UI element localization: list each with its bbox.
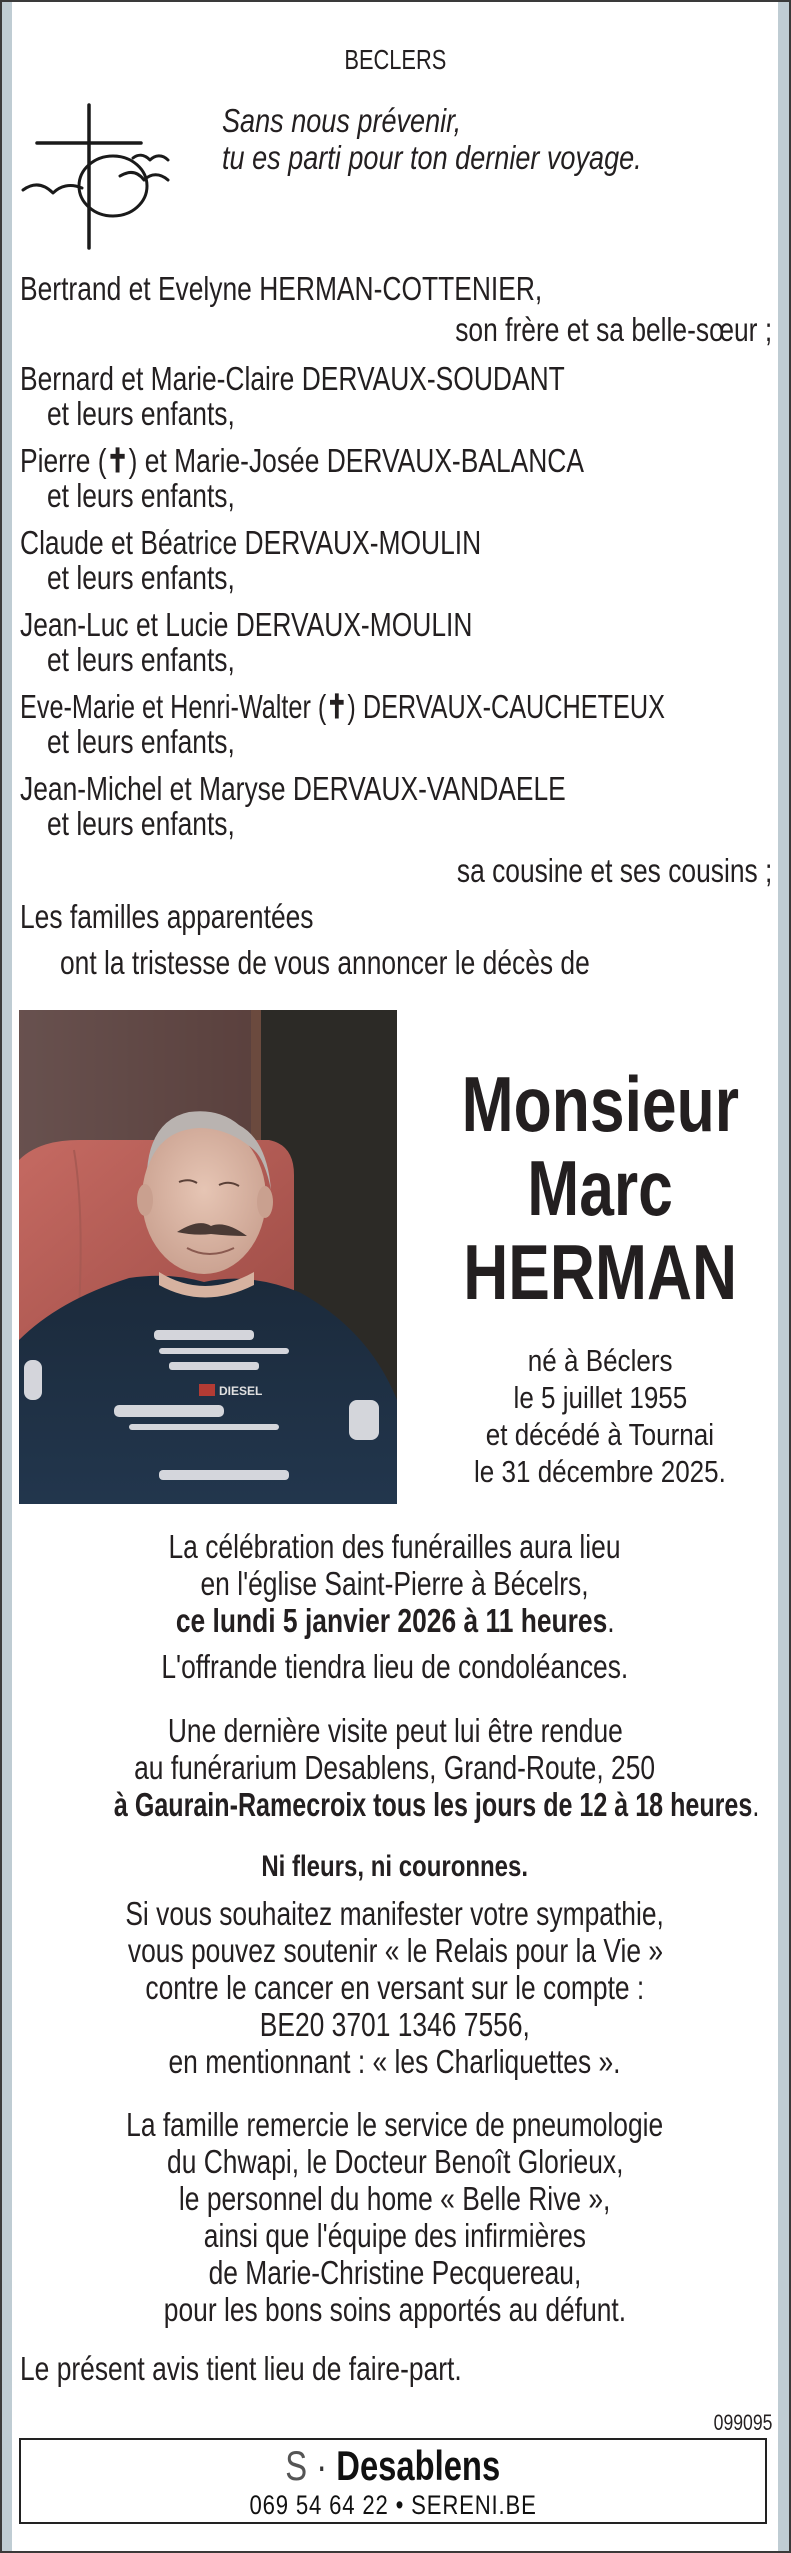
thanks-line: le personnel du home « Belle Rive », (179, 2180, 611, 2217)
visit-hours: à Gaurain-Ramecroix tous les jours de 12 à 18 heures. (113, 1786, 760, 1823)
family-line: Bernard et Marie-Claire DERVAUX-SOUDANT (20, 360, 565, 397)
funeral-date: ce lundi 5 janvier 2026 à 11 heures. (175, 1602, 615, 1639)
children-line: et leurs enfants, (47, 395, 235, 432)
birth-death-details (420, 1342, 780, 1490)
family-line: Jean-Michel et Maryse DERVAUX-VANDAELE (20, 770, 566, 807)
children-line: et leurs enfants, (47, 641, 235, 678)
contact-line: 069 54 64 22 • SERENI.BE (249, 2490, 537, 2520)
portrait-image (19, 1010, 397, 1504)
thanks-line: de Marie-Christine Pecquereau, (208, 2254, 582, 2291)
donation-line: contre le cancer en versant sur le compte : (145, 1969, 645, 2006)
children-line: et leurs enfants, (47, 559, 235, 596)
verse-line-1: Sans nous prévenir, (222, 102, 462, 139)
verse-line-2: tu es parti pour ton dernier voyage. (222, 139, 642, 176)
phone-number[interactable]: 069 54 64 22 (249, 2490, 389, 2520)
thanks-line: La famille remercie le service de pneumologie (126, 2106, 664, 2143)
birth-place: né à Béclers (527, 1343, 673, 1378)
visit-line: Une dernière visite peut lui être rendue (167, 1712, 623, 1749)
location-label: BECLERS (344, 44, 446, 75)
shirt-logo-text: DIESEL (219, 1384, 263, 1398)
family-line: Eve-Marie et Henri-Walter (✝) DERVAUX-CAUCHETEUX (20, 688, 665, 725)
death-place: et décédé à Tournai (485, 1417, 715, 1452)
death-date: le 31 décembre 2025. (474, 1454, 726, 1489)
funeral-line: La célébration des funérailles aura lieu (168, 1528, 622, 1565)
closing-note: Le présent avis tient lieu de faire-part. (20, 2350, 462, 2387)
last-name: HERMAN (463, 1228, 737, 1316)
no-flowers-heading: Ni fleurs, ni couronnes. (261, 1850, 529, 1883)
dagger-icon: ✝ (326, 688, 348, 725)
thanks-line: ainsi que l'équipe des infirmières (203, 2217, 587, 2254)
funeral-home-banner (19, 2438, 767, 2524)
children-line: et leurs enfants, (47, 723, 235, 760)
cross-sun-birds-icon (20, 100, 180, 252)
relation-line: son frère et sa belle-sœur ; (455, 311, 772, 348)
website-link[interactable]: SERENI.BE (411, 2490, 537, 2520)
funeral-home-name: S · Desablens (285, 2442, 501, 2489)
sereni-logo-icon: S (285, 2442, 308, 2489)
thanks-line: pour les bons soins apportés au défunt. (163, 2291, 627, 2328)
birth-date: le 5 juillet 1955 (513, 1380, 687, 1415)
reference-number: 099095 (713, 2410, 772, 2435)
visit-line: au funérarium Desablens, Grand-Route, 250 (134, 1749, 656, 1786)
children-line: et leurs enfants, (47, 477, 235, 514)
family-line: Bertrand et Evelyne HERMAN-COTTENIER, (20, 270, 543, 307)
family-line: Claude et Béatrice DERVAUX-MOULIN (20, 524, 482, 561)
funeral-line: en l'église Saint-Pierre à Bécelrs, (200, 1565, 590, 1602)
family-line: Jean-Luc et Lucie DERVAUX-MOULIN (20, 606, 473, 643)
children-line: et leurs enfants, (47, 805, 235, 842)
honorific: Monsieur (461, 1060, 739, 1148)
thanks-line: du Chwapi, le Docteur Benoît Glorieux, (166, 2143, 624, 2180)
offering-line: L'offrande tiendra lieu de condoléances. (161, 1648, 629, 1685)
dagger-icon: ✝ (106, 442, 129, 479)
donation-line: vous pouvez soutenir « le Relais pour la Vie » (127, 1932, 663, 1969)
location-header (12, 46, 778, 74)
first-name: Marc (527, 1144, 673, 1232)
announcement-line: ont la tristesse de vous annoncer le décès de (60, 944, 590, 981)
company-name: Desablens (336, 2442, 501, 2489)
relation-line: sa cousine et ses cousins ; (456, 852, 772, 889)
donation-line: Si vous souhaitez manifester votre sympathie, (125, 1895, 665, 1932)
family-line: Les familles apparentées (20, 898, 314, 935)
family-line: Pierre (✝) et Marie-Josée DERVAUX-BALANCA (20, 442, 584, 479)
deceased-photo (19, 1010, 397, 1504)
deceased-name (420, 1062, 780, 1314)
bank-account: BE20 3701 1346 7556, (259, 2006, 531, 2043)
donation-line: en mentionnant : « les Charliquettes ». (168, 2043, 621, 2080)
